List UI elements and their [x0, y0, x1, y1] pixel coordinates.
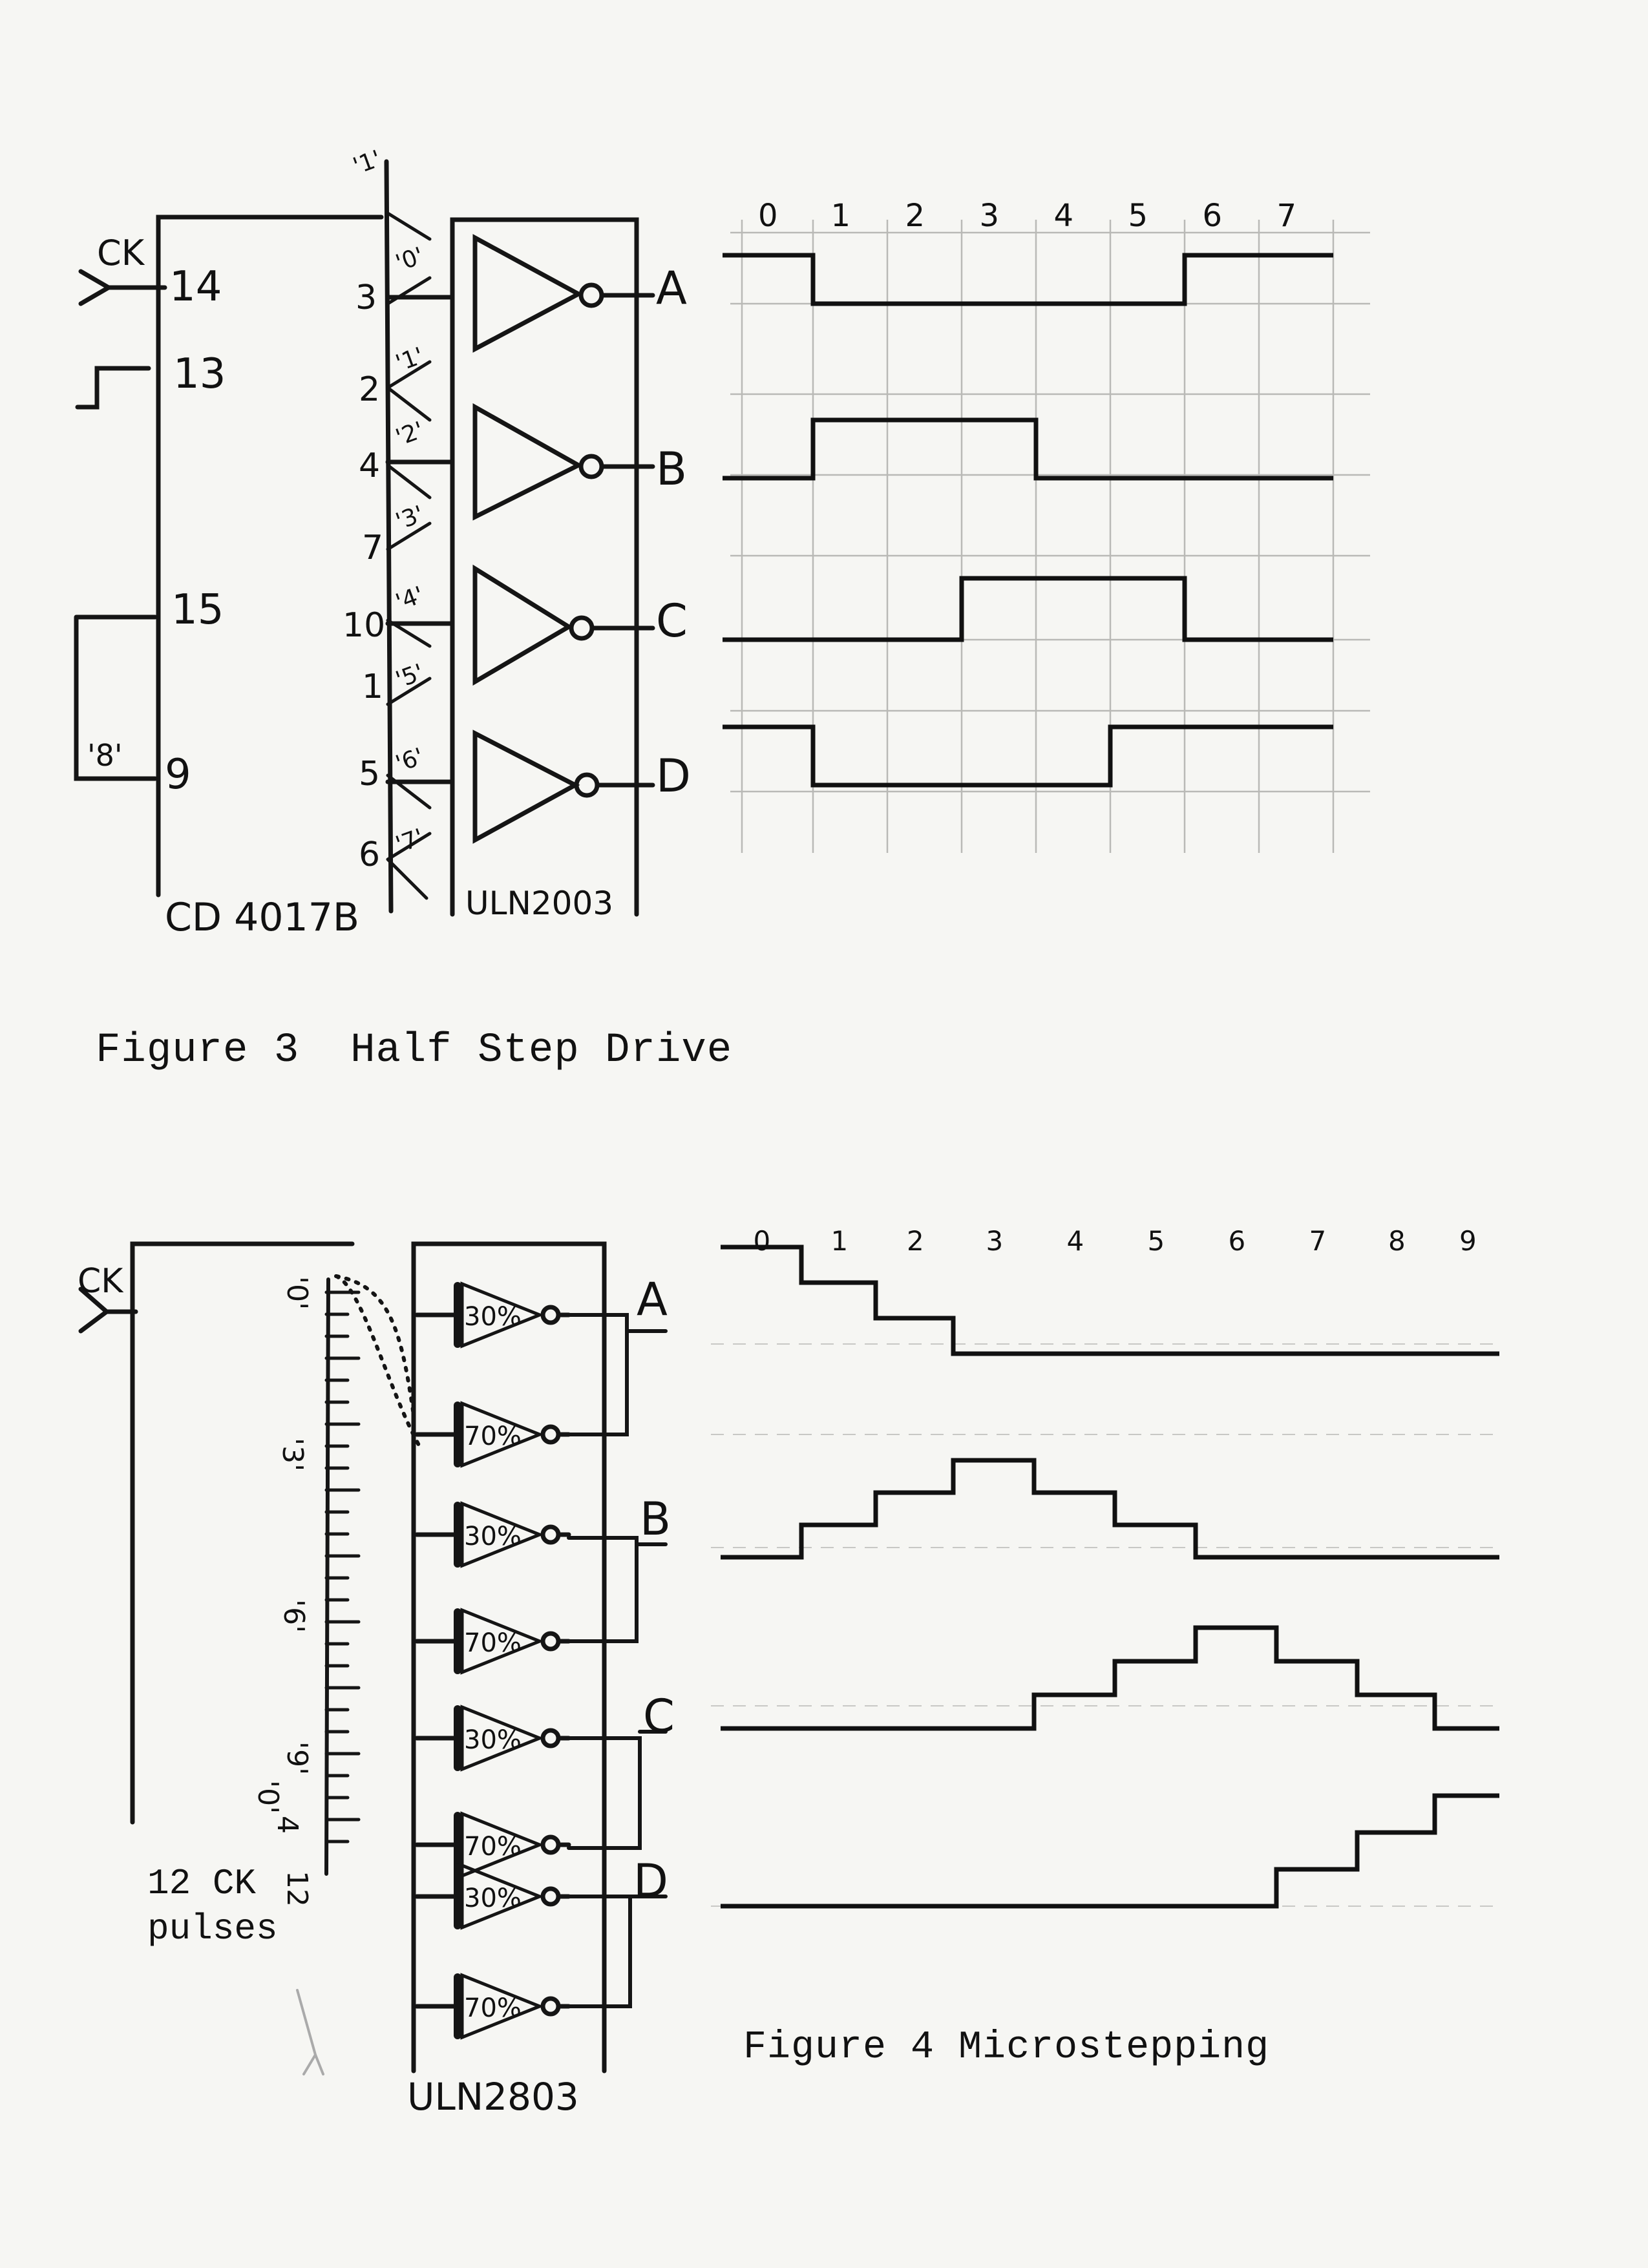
fig3-step-0: 0 — [758, 198, 778, 234]
fig3-step-7: 7 — [1276, 198, 1297, 234]
fig3-step-1: 1 — [830, 198, 851, 234]
fig4-buffer-bubble-2 — [543, 1527, 558, 1542]
fig4-counter-tag-4: '0' — [251, 1780, 284, 1814]
fig3-inverter-a-bubble — [581, 285, 602, 306]
fig3-pin-14: 14 — [169, 263, 222, 311]
fig4-ruler-ticks — [326, 1292, 359, 1842]
fig4-step-7: 7 — [1309, 1225, 1327, 1257]
fig3-output-pin-5: 1 — [362, 667, 384, 706]
fig3-diode-bus — [386, 162, 391, 911]
fig4-buffer-level-1: 70% — [464, 1422, 522, 1451]
fig4-buffer-level-4: 30% — [464, 1725, 522, 1755]
fig4-faint-grid — [711, 1344, 1499, 1906]
fig3-pin-9-tag: '8' — [87, 738, 123, 773]
fig3-counter-chip-label: CD 4017B — [165, 895, 360, 940]
figure4-caption: Figure 4 Microstepping — [743, 2026, 1270, 2070]
fig4-step-6: 6 — [1228, 1225, 1246, 1257]
fig3-phase-label-a: A — [656, 262, 687, 315]
fig3-timing-grid — [730, 220, 1370, 853]
fig4-counter-tag-0: '0' — [280, 1276, 313, 1310]
fig3-waveform-d — [723, 727, 1333, 785]
fig3-state-tag-7: '6' — [392, 743, 428, 778]
fig3-pin-9: 9 — [165, 751, 191, 799]
fig4-buffer-bubble-0 — [543, 1307, 558, 1323]
fig4-waveform-a — [721, 1247, 1499, 1354]
fig4-phase-label-c: C — [643, 1690, 675, 1743]
fig4-buffer-level-0: 30% — [464, 1302, 522, 1332]
fig3-phase-label-b: B — [656, 443, 688, 496]
fig4-counter-tag-5: 4 — [271, 1816, 304, 1834]
fig4-ck-label: CK — [78, 1262, 123, 1301]
fig3-output-pin-0: 3 — [355, 278, 377, 317]
fig3-state-tag-4: '3' — [392, 501, 428, 536]
fig4-driver-buffers — [417, 1284, 569, 2037]
fig3-step-4: 4 — [1053, 198, 1074, 234]
fig4-step-5: 5 — [1147, 1225, 1165, 1257]
fig3-inverter-a — [475, 238, 578, 349]
fig3-phase-label-c: C — [656, 594, 688, 647]
fig3-state-tag-3: '2' — [392, 417, 428, 452]
fig3-inverter-c — [475, 569, 569, 682]
fig4-driver-chip-label: ULN2803 — [407, 2075, 579, 2119]
fig3-inverter-c-bubble — [571, 618, 592, 638]
fig4-phase-label-b: B — [640, 1493, 671, 1546]
fig4-dotted-guides — [336, 1276, 420, 1447]
fig3-counter-body — [158, 217, 384, 895]
fig3-phase-label-d: D — [656, 750, 691, 803]
fig3-ck-label: CK — [97, 233, 145, 273]
fig3-output-pin-6: 5 — [359, 755, 381, 793]
fig3-waveforms — [723, 255, 1333, 785]
fig3-output-wires — [592, 295, 653, 785]
fig4-counter-tag-6: 12 — [280, 1871, 313, 1907]
fig4-counter-tag-1: '3' — [276, 1438, 309, 1472]
fig3-output-pin-1: 2 — [359, 370, 381, 409]
fig4-waveforms — [721, 1247, 1499, 1906]
fig3-inverter-d — [475, 733, 575, 840]
fig4-buffer-bubble-3 — [543, 1633, 558, 1649]
fig4-counter-body — [132, 1244, 352, 1822]
fig4-step-1: 1 — [830, 1225, 849, 1257]
fig4-counter-tag-2: '6' — [277, 1599, 310, 1633]
fig4-ruler-arrow — [297, 1990, 323, 2074]
fig4-buffer-level-2: 30% — [464, 1522, 522, 1551]
fig4-step-3: 3 — [986, 1225, 1004, 1257]
fig4-buffer-bubble-7 — [543, 1999, 558, 2014]
fig3-step-3: 3 — [979, 198, 1000, 234]
fig4-waveform-d — [721, 1796, 1499, 1906]
fig3-ck-input — [81, 271, 165, 304]
fig3-inverter-b — [475, 407, 578, 517]
fig3-step-5: 5 — [1128, 198, 1148, 234]
fig3-output-pin-4: 10 — [343, 606, 386, 645]
fig4-buffer-bubble-5 — [543, 1837, 558, 1853]
fig3-driver-body — [452, 220, 637, 914]
fig3-waveform-b — [723, 420, 1333, 478]
fig4-phase-label-a: A — [637, 1273, 668, 1326]
fig3-pin-15: 15 — [171, 586, 224, 634]
fig3-waveform-c — [723, 578, 1333, 640]
fig3-output-pin-3: 7 — [362, 529, 384, 567]
fig3-state-tag-8: '7' — [392, 824, 428, 859]
fig3-diode-matrix — [388, 213, 430, 898]
fig4-waveform-b — [721, 1460, 1499, 1557]
fig4-buffer-bubble-1 — [543, 1427, 558, 1442]
fig3-step-2: 2 — [905, 198, 925, 234]
fig4-step-8: 8 — [1388, 1225, 1406, 1257]
figure3-caption: Figure 3 Half Step Drive — [96, 1027, 733, 1074]
fig3-pin13-wire — [78, 368, 149, 407]
fig3-state-tag-0: '1' — [350, 145, 385, 180]
fig4-clock-note-line1: 12 CK — [147, 1863, 257, 1904]
fig4-buffer-bubble-4 — [543, 1730, 558, 1746]
fig3-driver-chip-label: ULN2003 — [465, 885, 614, 922]
fig3-pin-13: 13 — [173, 350, 226, 398]
fig4-clock-note — [147, 1861, 278, 1951]
fig3-state-tag-1: '0' — [392, 242, 428, 277]
fig3-step-6: 6 — [1202, 198, 1223, 234]
fig4-buffer-bubble-6 — [543, 1889, 558, 1904]
fig3-state-tag-5: '4' — [392, 582, 428, 616]
fig4-phase-label-d: D — [633, 1854, 668, 1907]
fig4-step-9: 9 — [1459, 1225, 1477, 1257]
fig4-buffer-level-5: 70% — [464, 1832, 522, 1862]
fig4-step-0: 0 — [753, 1225, 771, 1257]
fig4-step-4: 4 — [1066, 1225, 1084, 1257]
fig4-buffer-level-6: 30% — [464, 1884, 522, 1913]
fig3-waveform-a — [723, 255, 1333, 304]
fig4-counter-tag-3: '9' — [280, 1741, 313, 1776]
fig3-output-pin-2: 4 — [359, 446, 381, 485]
fig4-step-2: 2 — [907, 1225, 924, 1257]
fig3-output-pin-7: 6 — [359, 835, 381, 874]
fig3-inverter-b-bubble — [581, 456, 602, 477]
fig4-buffer-level-3: 70% — [464, 1628, 522, 1658]
fig4-waveform-c — [721, 1628, 1499, 1728]
fig3-state-tag-2: '1' — [392, 342, 428, 377]
fig4-clock-note-line2: pulses — [147, 1908, 278, 1949]
fig4-buffer-level-7: 70% — [464, 1993, 522, 2023]
fig3-state-tag-6: '5' — [392, 659, 428, 694]
